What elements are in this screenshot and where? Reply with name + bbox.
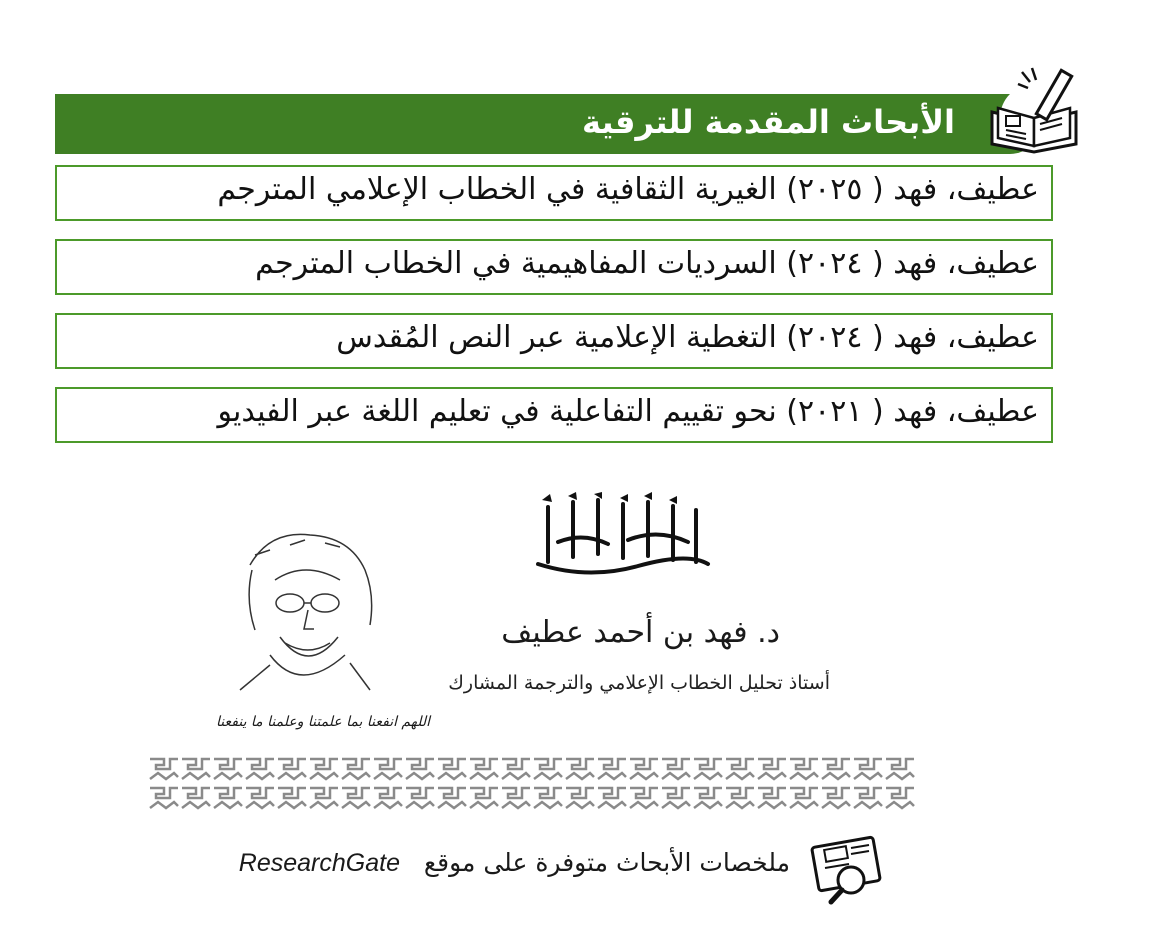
author-name: د. فهد بن أحمد عطيف xyxy=(501,615,780,650)
research-item-text: عطيف، فهد ( ٢٠٢٥) الغيرية الثقافية في الخطاب الإعلامي المترجم xyxy=(217,172,1039,207)
research-item xyxy=(55,239,1053,295)
decorative-pattern-band xyxy=(148,755,916,813)
research-item xyxy=(55,313,1053,369)
author-portrait-sketch xyxy=(230,525,380,695)
newspaper-magnifier-icon xyxy=(805,832,890,907)
research-item xyxy=(55,387,1053,443)
research-item-text: عطيف، فهد ( ٢٠٢٤) السرديات المفاهيمية في الخطاب المترجم xyxy=(255,246,1039,281)
page-title: الأبحاث المقدمة للترقية xyxy=(582,103,955,141)
footer-text xyxy=(239,848,790,878)
calligraphy-emblem xyxy=(528,492,718,582)
book-pen-icon xyxy=(978,62,1090,154)
dua-text: اللهم انفعنا بما علمتنا وعلمنا ما ينفعنا xyxy=(216,714,430,730)
research-item-text: عطيف، فهد ( ٢٠٢١) نحو تقييم التفاعلية في تعليم اللغة عبر الفيديو xyxy=(217,394,1039,429)
research-item-text: عطيف، فهد ( ٢٠٢٤) التغطية الإعلامية عبر النص المُقدس xyxy=(336,320,1039,355)
research-item xyxy=(55,165,1053,221)
footer-label: ملخصات الأبحاث متوفرة على موقع xyxy=(423,848,790,877)
author-title: أستاذ تحليل الخطاب الإعلامي والترجمة المشارك xyxy=(448,672,830,694)
researchgate-link[interactable]: ResearchGate xyxy=(238,849,400,877)
